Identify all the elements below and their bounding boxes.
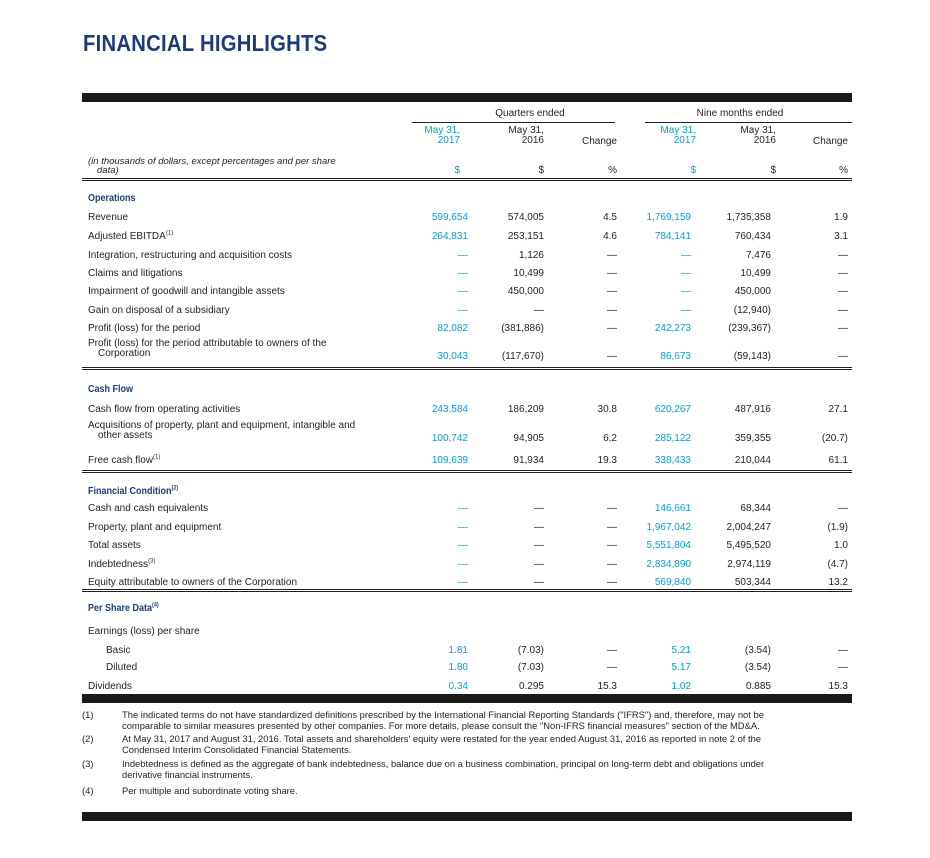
cell-q17: —: [458, 305, 468, 316]
cell-qc: —: [607, 522, 617, 533]
rule-after-operations: [82, 367, 852, 368]
cell-q17: 0.34: [448, 681, 468, 692]
cell-n17: 285,122: [654, 433, 691, 444]
row-label: [88, 231, 173, 243]
cell-nc: (4.7): [827, 559, 848, 570]
quarters-header: Quarters ended: [495, 108, 565, 119]
row-label: [88, 681, 132, 693]
row-label-line: Diluted: [106, 662, 138, 673]
cell-q16: 1,126: [518, 250, 544, 261]
col-q-2017: May 31, 2017: [424, 125, 460, 146]
footnote-text: [122, 785, 852, 796]
row-label-line: Earnings (loss) per share: [88, 626, 200, 637]
row-label-line: Profit (loss) for the period attributable to owners of the: [88, 338, 327, 349]
cell-q17: 264,831: [431, 231, 468, 242]
col-n-change: Change: [812, 136, 848, 147]
cell-n16: 10,499: [740, 268, 771, 279]
row-label: [88, 503, 208, 515]
row-label-line: Cash flow from operating activities: [88, 404, 241, 415]
row-label: [88, 305, 230, 317]
cell-q17: —: [458, 559, 468, 570]
cell-q16: (117,670): [501, 351, 544, 362]
cell-n17: 620,267: [654, 404, 691, 415]
row-label-line: Claims and litigations: [88, 268, 183, 279]
cell-nc: 61.1: [828, 455, 848, 466]
row-label-line: Free cash flow: [88, 455, 154, 466]
cell-q17: —: [458, 503, 468, 514]
footnote-number: (4): [82, 785, 94, 796]
footnote-line: Per multiple and subordinate voting share.: [122, 785, 298, 796]
cell-n17: —: [681, 250, 691, 261]
cell-n16: 359,355: [734, 433, 771, 444]
footnote-text: [122, 733, 852, 755]
cell-n16: (59,143): [733, 351, 771, 362]
cell-q16: 253,151: [507, 231, 544, 242]
cell-nc: —: [838, 503, 848, 514]
footnote-text: [122, 709, 852, 731]
footnote-line: Condensed Interim Consolidated Financial Statements.: [122, 744, 352, 755]
cell-nc: 3.1: [834, 231, 848, 242]
cell-n17: 146,661: [654, 503, 691, 514]
cell-qc: 19.3: [597, 455, 617, 466]
cell-nc: 15.3: [828, 681, 848, 692]
cell-qc: —: [607, 323, 617, 334]
cell-q16: —: [534, 522, 544, 533]
rule-after-financial-condition-2: [82, 591, 852, 592]
cell-q17: 1.80: [448, 662, 468, 673]
cell-nc: 13.2: [828, 577, 848, 588]
section-cash-flow: Cash Flow: [88, 384, 134, 395]
cell-n16: (12,940): [733, 305, 771, 316]
cell-n17: 5.21: [671, 645, 691, 656]
section-operations: Operations: [88, 193, 136, 204]
row-label: [88, 250, 292, 262]
cell-n17: 5.17: [671, 662, 691, 673]
cell-n16: 7,476: [745, 250, 771, 261]
cell-n16: 68,344: [740, 503, 771, 514]
cell-n16: (239,367): [728, 323, 771, 334]
cell-n16: 760,434: [734, 231, 771, 242]
nine-months-header: Nine months ended: [696, 108, 784, 119]
cell-q17: 1.81: [448, 645, 468, 656]
row-label: [88, 339, 326, 359]
rule-after-operations-2: [82, 369, 852, 370]
cell-n16: 450,000: [734, 286, 771, 297]
cell-qc: —: [607, 268, 617, 279]
quarters-rule: [412, 122, 615, 123]
cell-nc: —: [838, 268, 848, 279]
row-label-line: Indebtedness: [88, 559, 149, 570]
row-label-line: Cash and cash equivalents: [88, 503, 209, 514]
row-label-line: Acquisitions of property, plant and equipment, intangible and: [88, 420, 356, 431]
cell-n16: 2,004,247: [726, 522, 771, 533]
unit-n16: $: [770, 165, 776, 176]
cell-n16: 210,044: [734, 455, 771, 466]
row-label-line: Basic: [106, 645, 131, 656]
cell-nc: —: [838, 323, 848, 334]
footnote-number: (1): [82, 709, 94, 720]
cell-qc: —: [607, 351, 617, 362]
footnote-line: derivative financial instruments.: [122, 769, 253, 780]
cell-nc: —: [838, 662, 848, 673]
footnote-line: comparable to similar measures presented by other companies. For more details, please consult the "Non-IFRS financial measures" section of the MD&A.: [122, 720, 760, 731]
cell-q17: —: [458, 268, 468, 279]
row-label-line: Gain on disposal of a subsidiary: [88, 305, 230, 316]
cell-n16: 2,974,119: [727, 559, 771, 570]
cell-nc: —: [838, 645, 848, 656]
footnote-line: Indebtedness is defined as the aggregate of bank indebtedness, balance due on a business combination, principal on long-term debt and obligations under: [122, 758, 765, 769]
page-title: FINANCIAL HIGHLIGHTS: [83, 30, 328, 56]
cell-q17: —: [458, 577, 468, 588]
cell-n17: 569,840: [654, 577, 691, 588]
cell-n17: 338,433: [654, 455, 691, 466]
header-rule-2: [82, 180, 852, 181]
col-n-2017: May 31, 2017: [660, 125, 696, 146]
cell-n17: 86,673: [660, 351, 691, 362]
cell-n16: 5,495,520: [726, 540, 771, 551]
cell-qc: —: [607, 305, 617, 316]
units-note: (in thousands of dollars, except percentages and per share data): [88, 156, 336, 176]
footnote-ref: (1): [165, 230, 174, 237]
unit-qc: %: [608, 165, 617, 176]
cell-qc: —: [607, 286, 617, 297]
cell-n16: 0.885: [745, 681, 771, 692]
row-label-line: Corporation: [98, 348, 151, 359]
row-label: [88, 559, 155, 571]
cell-q16: —: [534, 305, 544, 316]
cell-qc: —: [607, 645, 617, 656]
cell-qc: —: [607, 662, 617, 673]
cell-q16: —: [534, 503, 544, 514]
cell-q17: —: [458, 540, 468, 551]
row-label: [88, 404, 240, 416]
cell-q16: —: [534, 577, 544, 588]
cell-qc: —: [607, 577, 617, 588]
row-label: [88, 268, 183, 280]
col-q-2016: May 31, 2016: [508, 125, 544, 146]
cell-nc: 27.1: [828, 404, 848, 415]
cell-n17: —: [681, 286, 691, 297]
row-label: [88, 626, 200, 638]
cell-qc: 4.5: [603, 212, 617, 223]
cell-n17: 2,834,890: [646, 559, 691, 570]
row-label-line: Adjusted EBITDA: [88, 231, 166, 242]
cell-q16: (7.03): [517, 645, 544, 656]
page-bottom-rule: [82, 812, 852, 821]
cell-q16: 10,499: [513, 268, 544, 279]
cell-qc: 4.6: [603, 231, 617, 242]
cell-q17: 30,043: [437, 351, 468, 362]
cell-q16: (7.03): [517, 662, 544, 673]
cell-n16: (3.54): [744, 645, 771, 656]
footnote-line: The indicated terms do not have standardized definitions prescribed by the International Financial Reporting Standards ("IFRS") and, therefore, may not be: [122, 709, 764, 720]
cell-n16: 487,916: [734, 404, 771, 415]
row-label: [88, 286, 285, 298]
cell-n17: 1.02: [671, 681, 691, 692]
cell-n16: (3.54): [744, 662, 771, 673]
cell-q17: —: [458, 522, 468, 533]
cell-qc: —: [607, 503, 617, 514]
cell-q16: —: [534, 540, 544, 551]
unit-nc: %: [839, 165, 848, 176]
cell-n17: —: [681, 305, 691, 316]
cell-q16: 186,209: [507, 404, 544, 415]
unit-q17: $: [454, 165, 460, 176]
cell-qc: 30.8: [597, 404, 617, 415]
row-label: [88, 421, 355, 441]
row-label: [106, 645, 130, 657]
section-per-share: Per Share Data$^{(4)}$: [88, 602, 159, 614]
section-financial-condition: Financial Condition$^{(2)}$: [88, 485, 179, 497]
cell-qc: —: [607, 250, 617, 261]
cell-q17: 109,639: [431, 455, 468, 466]
row-label-line: other assets: [98, 430, 153, 441]
footnote-number: (3): [82, 758, 94, 769]
row-label: [88, 212, 128, 224]
cell-q16: 91,934: [513, 455, 544, 466]
row-label-line: Integration, restructuring and acquisition costs: [88, 250, 292, 261]
row-label: [88, 323, 200, 335]
rule-after-cash-flow-2: [82, 472, 852, 473]
cell-qc: —: [607, 540, 617, 551]
cell-q17: 599,654: [431, 212, 468, 223]
cell-n17: 5,551,804: [646, 540, 691, 551]
top-rule: [82, 93, 852, 102]
cell-nc: (1.9): [827, 522, 848, 533]
cell-q16: 450,000: [507, 286, 544, 297]
row-label: [88, 522, 221, 534]
cell-q17: 243,584: [431, 404, 468, 415]
cell-n16: 503,344: [734, 577, 771, 588]
footnote-line: At May 31, 2017 and August 31, 2016. Total assets and shareholders' equity were restated for the year ended August 31, 2016 as reported in note 2 of the: [122, 733, 762, 744]
cell-q16: (381,886): [501, 323, 544, 334]
footnote-ref: (1): [153, 454, 161, 461]
footnote-ref: (3): [148, 558, 156, 565]
row-label: [88, 455, 160, 467]
rule-after-cash-flow: [82, 470, 852, 471]
col-n-2016: May 31, 2016: [740, 125, 776, 146]
row-label-line: Impairment of goodwill and intangible assets: [88, 286, 285, 297]
cell-q17: 82,082: [437, 323, 468, 334]
cell-nc: —: [838, 305, 848, 316]
cell-q17: 100,742: [431, 433, 468, 444]
cell-n17: 784,141: [654, 231, 691, 242]
row-label-line: Property, plant and equipment: [88, 522, 222, 533]
header-rule-1: [82, 178, 852, 179]
rule-after-financial-condition: [82, 589, 852, 590]
cell-q16: 574,005: [507, 212, 544, 223]
cell-qc: 15.3: [597, 681, 617, 692]
cell-n17: —: [681, 268, 691, 279]
cell-q16: —: [534, 559, 544, 570]
row-label-line: Profit (loss) for the period: [88, 323, 201, 334]
cell-q16: 94,905: [513, 433, 544, 444]
cell-nc: —: [838, 286, 848, 297]
row-label: [106, 662, 137, 674]
row-label-line: Dividends: [88, 681, 132, 692]
cell-n16: 1,735,358: [726, 212, 771, 223]
row-label-line: Revenue: [88, 212, 129, 223]
cell-nc: —: [838, 351, 848, 362]
cell-nc: 1.9: [834, 212, 848, 223]
cell-nc: 1.0: [834, 540, 848, 551]
cell-nc: (20.7): [821, 433, 848, 444]
cell-n17: 1,967,042: [646, 522, 691, 533]
cell-q17: —: [458, 250, 468, 261]
unit-q16: $: [538, 165, 544, 176]
cell-qc: —: [607, 559, 617, 570]
row-label-line: Total assets: [88, 540, 141, 551]
unit-n17: $: [690, 165, 696, 176]
row-label-line: Equity attributable to owners of the Corporation: [88, 577, 298, 588]
cell-n17: 1,769,159: [646, 212, 691, 223]
footnote-number: (2): [82, 733, 94, 744]
cell-n17: 242,273: [654, 323, 691, 334]
row-label: [88, 577, 297, 589]
footnote-text: [122, 758, 852, 780]
cell-q17: —: [458, 286, 468, 297]
cell-qc: 6.2: [603, 433, 617, 444]
cell-q16: 0.295: [518, 681, 544, 692]
cell-nc: —: [838, 250, 848, 261]
nine-months-rule: [645, 122, 852, 123]
row-label: [88, 540, 141, 552]
bottom-table-rule: [82, 694, 852, 703]
col-q-change: Change: [581, 136, 617, 147]
